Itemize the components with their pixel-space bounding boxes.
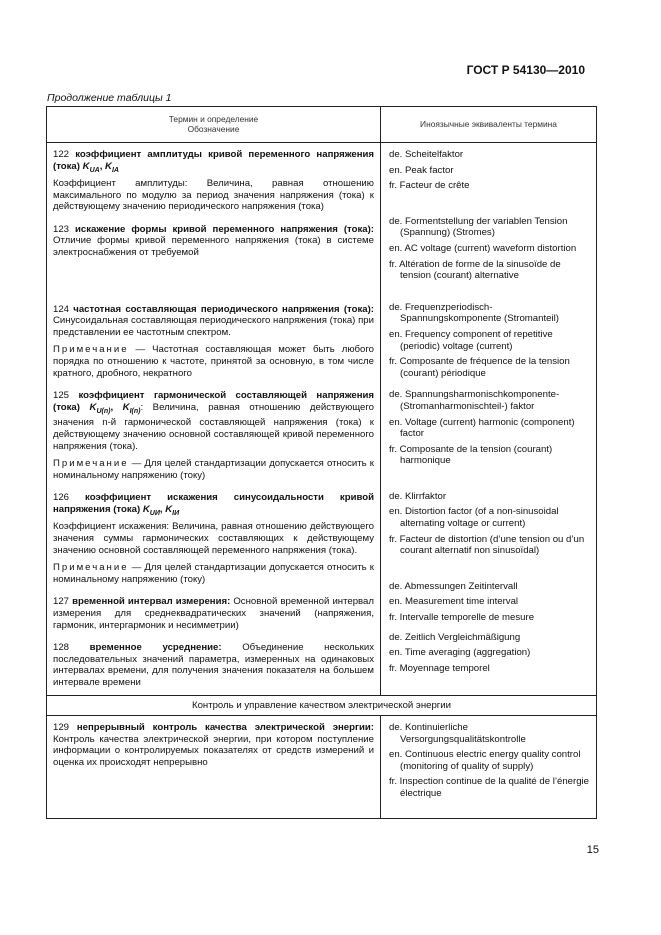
note-label: Примечание (53, 562, 129, 574)
equivalent-en: en. Time averaging (aggregation) (389, 647, 531, 659)
entry-127 (53, 596, 374, 631)
section-row (47, 695, 597, 716)
table-header-row (47, 107, 597, 143)
entry-note (53, 344, 374, 379)
col1-header-line2: Обозначение (187, 124, 240, 134)
symbol-sep: , (99, 160, 106, 172)
equivalent-fr: fr. Composante de fréquence de la tension (courant) périodique (389, 356, 570, 379)
entry-term: коэффициент гармонической составляющей напряжения (тока) (53, 390, 374, 413)
entry-number: 124 (53, 303, 70, 315)
symbol: K (89, 401, 97, 413)
entry-definition: Основной временной интервал измерения для среднеквадратических значений (напряжения, гармоник, интергармоник и несимметрии) (53, 596, 374, 631)
equivalent-de: de. Spannungsharmonischkomponente- (Stromanharmonischteil-) faktor (389, 389, 560, 412)
entry-term: коэффициент амплитуды кривой переменного напряжения (тока) (53, 149, 374, 172)
section-title: Контроль и управление качеством электрической энергии (47, 695, 597, 716)
col1-header-line1: Термин и определение (168, 114, 259, 124)
entry-124 (53, 304, 374, 380)
equivalent-fr: fr. Inspection continue de la qualité de l’énergie électrique (389, 776, 590, 800)
equivalents-cell (381, 143, 597, 696)
equivalent-en: en. Distortion factor (of a non-sinusoidal alternating voltage or current) (389, 506, 559, 530)
entry-number: 123 (53, 223, 70, 235)
entry-number: 128 (53, 642, 70, 654)
symbol-sub: IA (111, 166, 119, 174)
entry-129 (53, 722, 374, 768)
equivalents-126 (389, 491, 592, 557)
equivalent-de: de. Abmessungen Zeitintervall (389, 580, 518, 592)
equivalent-fr: fr. Composante de la tension (courant) harmonique (389, 443, 553, 467)
equivalents-cell (381, 716, 597, 819)
entry-number: 122 (53, 149, 70, 160)
entry-126 (53, 492, 374, 585)
equivalents-122 (389, 149, 592, 192)
symbol-sub: IИ (172, 509, 180, 517)
equivalents-123 (389, 216, 592, 282)
entry-number: 129 (53, 722, 70, 734)
equivalents-128 (389, 632, 592, 675)
symbol: K (122, 401, 130, 413)
entry-definition: Коэффициент амплитуды: Величина, равная отношению максимального по модулю за период значения напряжения (тока) к действующему значению периодического напряжения (тока) (53, 178, 374, 213)
entry-128 (53, 642, 374, 688)
col1-header (47, 107, 381, 143)
equivalent-fr: fr. Facteur de distortion (d’une tension ou d’un courant alternatif non sinusoïdal) (389, 533, 585, 557)
equivalent-en: en. AC voltage (current) waveform distortion (389, 242, 577, 254)
terms-cell (47, 716, 381, 819)
note-label: Примечание (53, 458, 129, 470)
entry-definition: Величина, равная отношению действующего значения n-й гармонической составляющей напряжения (тока) к действующему значению основной составляющей кривой переменного напряжения (тока). (53, 401, 375, 452)
symbol-sub: U(n) (96, 407, 111, 415)
table-row (47, 143, 597, 696)
equivalents-125 (389, 389, 592, 467)
equivalent-en: en. Continuous electric energy quality control (monitoring of quality of supply) (389, 749, 581, 772)
entry-term: искажение формы кривой переменного напряжения (тока): (74, 223, 374, 235)
equivalent-de: de. Zeitlich Vergleichmäßigung (389, 631, 521, 643)
equivalent-de: de. Klirrfaktor (389, 490, 447, 502)
equivalent-en: en. Frequency component of repetitive (periodic) voltage (current) (389, 328, 553, 352)
entry-number: 125 (53, 390, 70, 402)
equivalent-fr: fr. Intervalle temporelle de mesure (389, 612, 535, 624)
entry-125: 125 коэффициент гармонической составляющей напряжения (тока) $K_{U(n)}$, $K_{I(n)}$: Величина, равная отношению действующего значения n-й гармонической составляющей напряжения (тока) к действующему значению основной составляющей кривой переменного напряжения (тока). Примечание — Для целей стандартизации допускается относить к номинальному напряжению (току) (53, 390, 375, 481)
entry-term: временной интервал измерения: (72, 596, 231, 608)
table-continuation-caption: Продолжение таблицы 1 (47, 92, 172, 104)
entry-term: коэффициент искажения синусоидальности кривой напряжения (тока) (53, 492, 374, 515)
note-label: Примечание (53, 344, 129, 356)
entry-note (53, 458, 374, 481)
equivalent-de: de. Scheitelfaktor (389, 149, 464, 160)
terms-table (46, 106, 597, 819)
equivalent-en: en. Measurement time interval (389, 596, 519, 608)
symbol: K (142, 503, 150, 515)
col2-header: Иноязычные эквиваленты термина (381, 107, 597, 143)
note-text: — Для целей стандартизации допускается относить к номинальному напряжению (току) (53, 458, 374, 481)
equivalent-en: en. Peak factor (389, 164, 454, 176)
symbol-sub: UA (89, 166, 100, 174)
note-text: — Частотная составляющая может быть любого порядка по отношению к частоте, принятой за основную, в том числе кратного, дробного, некратного (53, 344, 374, 379)
entry-definition: Объединение нескольких последовательных значений параметра, измеренных на одинаковых интервалах времени, для получения значения показателя на большем интервале времени (53, 642, 374, 688)
entry-note (53, 562, 374, 585)
symbol: K (82, 160, 90, 172)
entry-definition: Синусоидальная составляющая периодического напряжения (тока) при представлении ее частотным спектром. (53, 315, 374, 338)
equivalent-de: de. Kontinuierliche Versorgungsqualitätskontrolle (389, 722, 526, 745)
terms-cell (47, 143, 381, 696)
entry-number: 127 (53, 596, 70, 608)
entry-123 (53, 224, 374, 259)
entry-definition: Отличие формы кривой переменного напряжения (тока) в системе электроснабжения от требуемой (53, 235, 374, 259)
symbol-sub: UИ (149, 509, 160, 517)
equivalent-fr: fr. Moyennage temporel (389, 662, 490, 674)
equivalents-127 (389, 581, 592, 624)
entry-term: частотная составляющая периодического напряжения (тока): (73, 303, 374, 315)
page-number: 15 (586, 844, 599, 856)
entry-term: непрерывный контроль качества электрической энергии: (76, 722, 374, 734)
equivalents-124 (389, 302, 592, 380)
standard-designation: ГОСТ Р 54130—2010 (466, 63, 585, 77)
note-text: — Для целей стандартизации допускается относить к номинальному напряжению (току) (53, 562, 374, 585)
entry-term: временное усреднение: (89, 642, 222, 654)
entry-definition: Контроль качества электрической энергии, при котором поступление информации о контролируемых показателях от средств измерений и оценка их происходят непрерывно (53, 733, 374, 768)
equivalent-de: de. Frequenzperiodisch-Spannungskomponente (Stromanteil) (389, 301, 559, 325)
equivalent-fr: fr. Facteur de crête (389, 180, 470, 192)
symbol-sep: , (110, 401, 123, 413)
entry-definition: Коэффициент искажения: Величина, равная отношению действующего значения суммы гармонических составляющих к действующему значению основной составляющей переменного напряжения (тока). (53, 521, 374, 556)
symbol: K (105, 160, 112, 172)
equivalent-de: de. Formentstellung der variablen Tension (Spannung) (Stromes) (389, 215, 568, 239)
table-row (47, 716, 597, 819)
entry-122 (53, 149, 374, 213)
equivalent-en: en. Voltage (current) harmonic (component) factor (389, 416, 575, 440)
symbol-sep: , (159, 503, 166, 515)
symbol: K (165, 503, 173, 515)
equivalent-fr: fr. Altération de forme de la sinusoïde de tension (courant) alternative (389, 258, 561, 282)
symbol-sub: I(n) (129, 407, 141, 415)
entry-number: 126 (53, 492, 70, 504)
